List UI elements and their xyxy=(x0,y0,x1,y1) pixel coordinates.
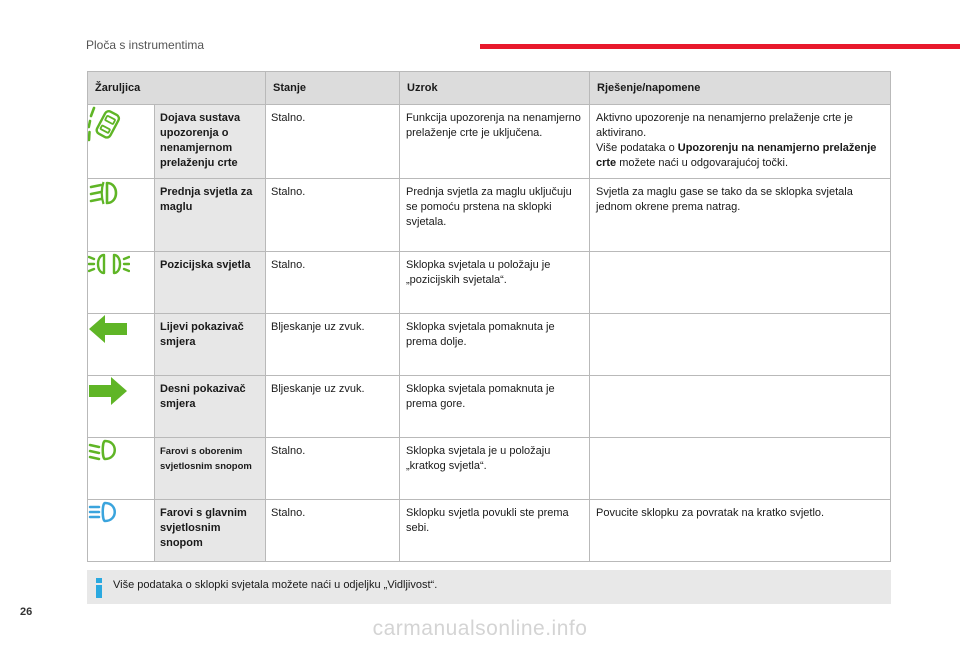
lamp-name: Prednja svjetla za maglu xyxy=(155,179,266,252)
lamp-solution xyxy=(590,438,891,500)
main-beam-icon xyxy=(88,500,120,524)
table-header-row xyxy=(88,72,891,105)
right-arrow-icon xyxy=(88,376,128,406)
page-number: 26 xyxy=(20,606,33,618)
lamp-cause: Sklopka svjetala pomaknuta je prema gore. xyxy=(400,376,590,438)
lamp-solution: Svjetla za maglu gase se tako da se sklopka svjetala jednom okrene prema natrag. xyxy=(590,179,891,252)
solution-text: Aktivno upozorenje na nenamjerno prelaženje crte je aktivirano. xyxy=(596,112,853,139)
lamp-state: Stalno. xyxy=(266,105,400,179)
section-title: Ploča s instrumentima xyxy=(86,38,205,52)
header-accent-bar xyxy=(480,44,960,49)
info-note-text: Više podataka o sklopki svjetala možete naći u odjeljku „Vidljivost“. xyxy=(113,579,438,591)
lamp-solution: Povucite sklopku za povratak na kratko svjetlo. xyxy=(590,500,891,562)
lamp-state: Stalno. xyxy=(266,179,400,252)
lamp-state: Stalno. xyxy=(266,252,400,314)
lamp-solution xyxy=(590,314,891,376)
lamp-cause: Sklopka svjetala u položaju je „pozicijskih svjetala“. xyxy=(400,252,590,314)
table-row xyxy=(88,438,891,500)
lamp-cause: Funkcija upozorenja na nenamjerno prelaženje crte je uključena. xyxy=(400,105,590,179)
lamp-name: Dojava sustava upozorenja o nenamjernom prelaženju crte xyxy=(155,105,266,179)
lane-departure-icon xyxy=(88,105,124,145)
watermark: carmanualsonline.info xyxy=(372,617,588,640)
lamp-cause: Sklopku svjetla povukli ste prema sebi. xyxy=(400,500,590,562)
lamp-name: Farovi s oborenim svjetlosnim snopom xyxy=(155,438,266,500)
lamp-state: Stalno. xyxy=(266,438,400,500)
lamp-name: Desni pokazivač smjera xyxy=(155,376,266,438)
lamp-state: Bljeskanje uz zvuk. xyxy=(266,314,400,376)
lamp-state: Stalno. xyxy=(266,500,400,562)
column-header-solution: Rješenje/napomene xyxy=(590,72,891,105)
lamp-solution xyxy=(590,376,891,438)
solution-more-suffix: možete naći u odgovarajućoj točki. xyxy=(616,157,789,169)
table-row xyxy=(88,314,891,376)
lamp-name: Lijevi pokazivač smjera xyxy=(155,314,266,376)
front-fog-light-icon xyxy=(88,179,122,207)
lamp-solution xyxy=(590,105,891,179)
solution-more-prefix: Više podataka o xyxy=(596,142,678,154)
dipped-beam-icon xyxy=(88,438,120,462)
info-icon xyxy=(95,578,103,598)
side-lights-icon xyxy=(88,252,130,276)
lamp-cause: Sklopka svjetala je u položaju „kratkog svjetla“. xyxy=(400,438,590,500)
table-row xyxy=(88,376,891,438)
lamp-cause: Prednja svjetla za maglu uključuju se pomoću prstena na sklopki svjetala. xyxy=(400,179,590,252)
column-header-lamp: Žaruljica xyxy=(88,72,266,105)
lamp-name: Pozicijska svjetla xyxy=(155,252,266,314)
left-arrow-icon xyxy=(88,314,128,344)
lamp-state: Bljeskanje uz zvuk. xyxy=(266,376,400,438)
solution-more-reference: Upozorenju na nenamjerno prelaženje crte xyxy=(596,142,877,169)
lamp-solution xyxy=(590,252,891,314)
column-header-state: Stanje xyxy=(266,72,400,105)
lamp-cause: Sklopka svjetala pomaknuta je prema dolje. xyxy=(400,314,590,376)
lamp-name: Farovi s glavnim svjetlosnim snopom xyxy=(155,500,266,562)
table-row xyxy=(88,500,891,562)
info-note xyxy=(87,570,891,604)
table-row xyxy=(88,105,891,179)
warning-lamps-table xyxy=(87,71,891,562)
table-row xyxy=(88,179,891,252)
column-header-cause: Uzrok xyxy=(400,72,590,105)
table-row xyxy=(88,252,891,314)
